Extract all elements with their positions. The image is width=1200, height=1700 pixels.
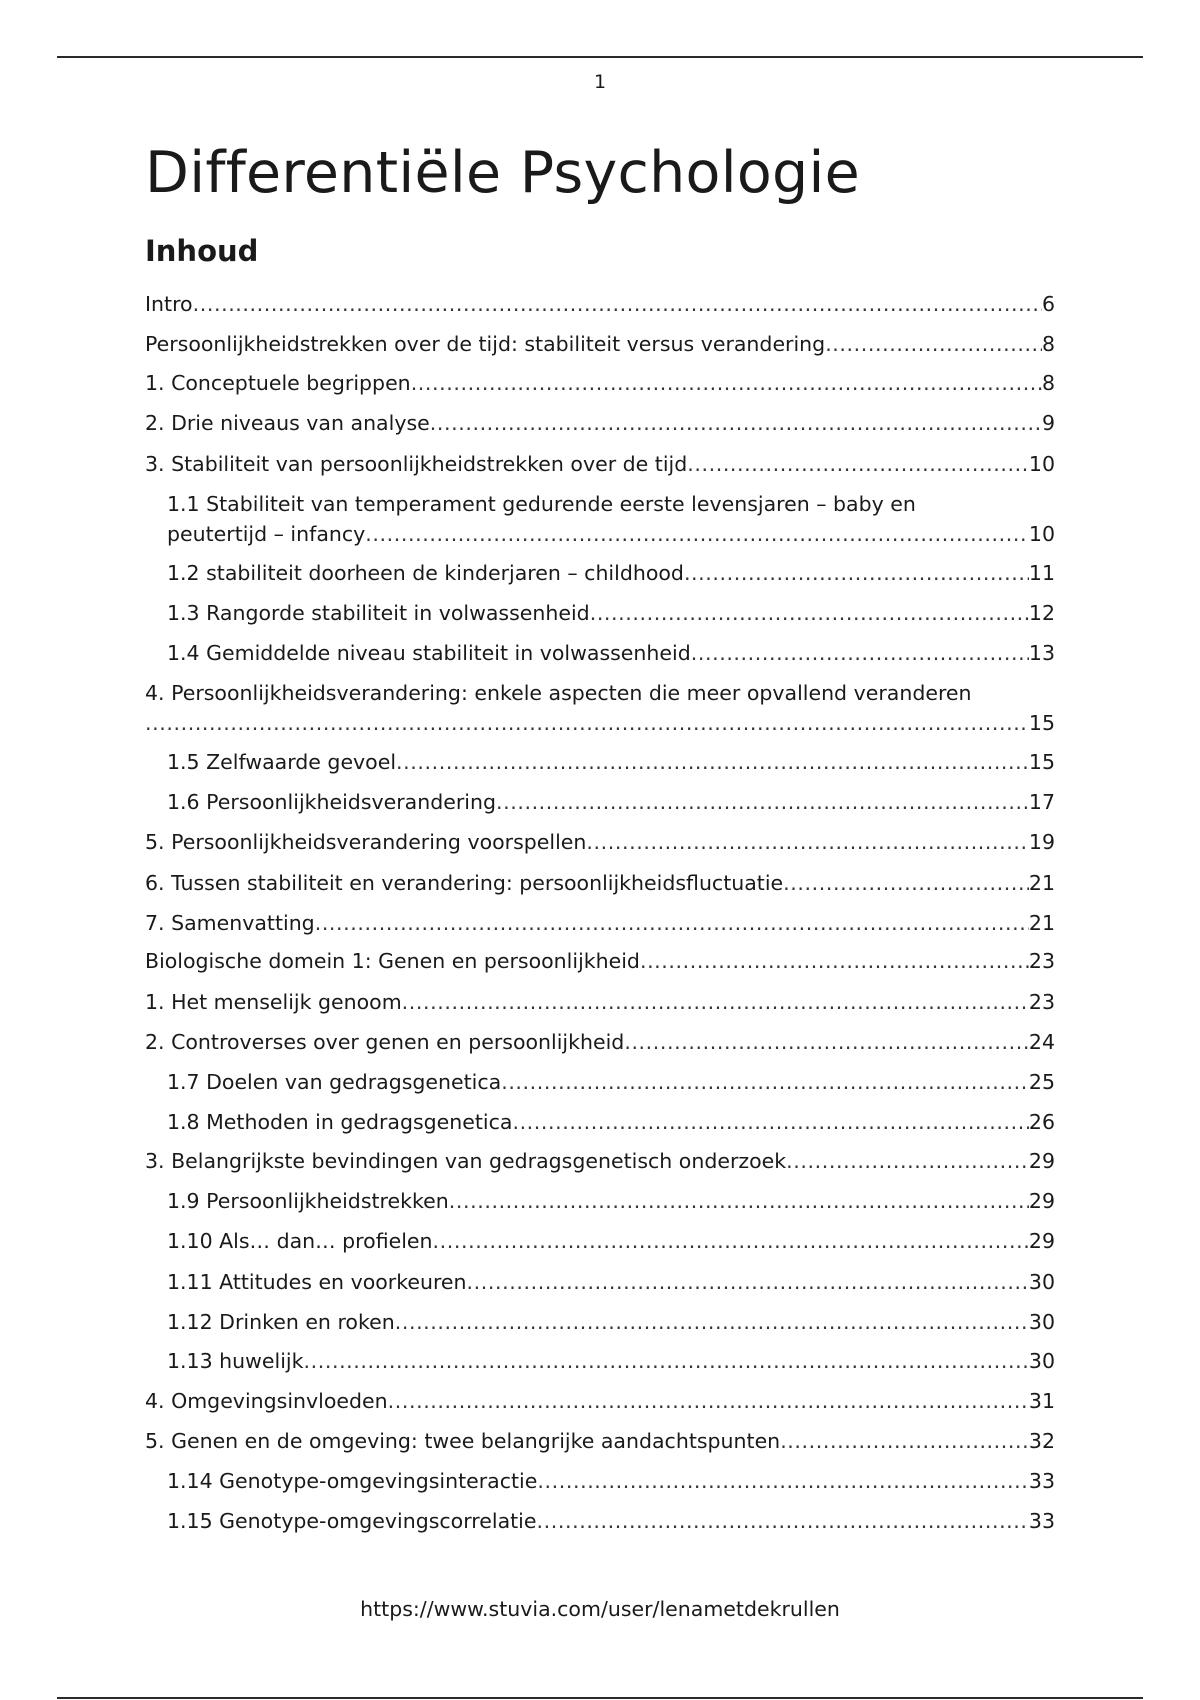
toc-entry-page: 32 xyxy=(1028,1429,1055,1453)
toc-entry-page: 15 xyxy=(1028,711,1055,735)
toc-entry-label: 1. Conceptuele begrippen xyxy=(145,371,411,395)
toc-entry[interactable] xyxy=(145,987,1055,1017)
toc-entry-page: 29 xyxy=(1028,1189,1055,1213)
toc-entry-page: 12 xyxy=(1028,601,1055,625)
toc-entry-page: 33 xyxy=(1028,1509,1055,1533)
toc-entry-label-line1[interactable]: 4. Persoonlijkheidsverandering: enkele aspecten die meer opvallend veranderen xyxy=(145,681,972,705)
toc-entry[interactable] xyxy=(145,449,1055,479)
toc-entry-page: 19 xyxy=(1028,830,1055,854)
toc-entry[interactable] xyxy=(167,1067,1055,1097)
footer-url[interactable]: https://www.stuvia.com/user/lenametdekrullen xyxy=(360,1597,840,1621)
toc-leader-dots xyxy=(780,1426,1029,1456)
toc-heading: Inhoud xyxy=(145,234,259,268)
toc-entry-page: 11 xyxy=(1028,561,1055,585)
toc-leader-dots xyxy=(433,1226,1029,1256)
toc-leader-dots xyxy=(411,368,1042,398)
toc-entry[interactable] xyxy=(145,1146,1055,1176)
toc-entry[interactable] xyxy=(167,1307,1055,1337)
toc-entry[interactable] xyxy=(167,787,1055,817)
toc-entry-label: 1.8 Methoden in gedragsgenetica xyxy=(167,1110,513,1134)
toc-entry-label: 1.6 Persoonlijkheidsverandering xyxy=(167,790,496,814)
toc-entry-label: 1.10 Als… dan… profielen xyxy=(167,1229,433,1253)
toc-entry-label: 1.7 Doelen van gedragsgenetica xyxy=(167,1070,502,1094)
toc-entry-page: 24 xyxy=(1028,1030,1055,1054)
toc-entry-page: 21 xyxy=(1028,911,1055,935)
toc-leader-dots xyxy=(537,1466,1029,1496)
toc-entry-label: 2. Drie niveaus van analyse xyxy=(145,411,430,435)
toc-entry-label-line1[interactable]: 1.1 Stabiliteit van temperament gedurende eerste levensjaren – baby en xyxy=(167,492,916,516)
toc-entry-label: 1.14 Genotype-omgevingsinteractie xyxy=(167,1469,538,1493)
toc-entry[interactable] xyxy=(167,558,1055,588)
toc-leader-dots xyxy=(396,747,1029,777)
toc-entry-intro[interactable] xyxy=(145,289,1055,319)
toc-entry[interactable] xyxy=(145,908,1055,938)
toc-leader-dots xyxy=(496,787,1029,817)
toc-leader-dots xyxy=(640,946,1029,976)
toc-entry-label: 1.15 Genotype-omgevingscorrelatie xyxy=(167,1509,537,1533)
toc-entry[interactable] xyxy=(145,1027,1055,1057)
toc-entry-page: 25 xyxy=(1028,1070,1055,1094)
toc-entry-page: 10 xyxy=(1028,522,1055,546)
toc-entry[interactable] xyxy=(145,408,1055,438)
toc-entry[interactable] xyxy=(167,1107,1055,1137)
toc-entry-label: 1.11 Attitudes en voorkeuren xyxy=(167,1270,467,1294)
toc-entry-page: 13 xyxy=(1028,641,1055,665)
toc-entry[interactable] xyxy=(167,1346,1055,1376)
toc-entry-label: 1.4 Gemiddelde niveau stabiliteit in volwassenheid xyxy=(167,641,691,665)
toc-entry-page: 31 xyxy=(1028,1389,1055,1413)
toc-leader-dots xyxy=(684,558,1029,588)
toc-entry-label: 3. Stabiliteit van persoonlijkheidstrekken over de tijd xyxy=(145,452,688,476)
toc-entry-page: 8 xyxy=(1041,332,1055,356)
toc-entry[interactable] xyxy=(167,1506,1055,1536)
toc-leader-dots xyxy=(388,1386,1029,1416)
toc-entry-label: 6. Tussen stabiliteit en verandering: persoonlijkheidsfluctuatie xyxy=(145,871,784,895)
toc-entry-label: 1.13 huwelijk xyxy=(167,1349,304,1373)
toc-entry[interactable] xyxy=(167,747,1055,777)
toc-entry[interactable] xyxy=(145,868,1055,898)
page-number: 1 xyxy=(593,71,607,93)
toc-entry-page: 8 xyxy=(1041,371,1055,395)
toc-entry-label: 1.5 Zelfwaarde gevoel xyxy=(167,750,397,774)
toc-entry-label: Intro xyxy=(145,292,193,316)
toc-entry-label: Persoonlijkheidstrekken over de tijd: stabiliteit versus verandering xyxy=(145,332,826,356)
toc-entry-label: 1. Het menselijk genoom xyxy=(145,990,402,1014)
toc-entry[interactable] xyxy=(167,1186,1055,1216)
toc-leader-dots xyxy=(402,987,1029,1017)
toc-entry-page: 21 xyxy=(1028,871,1055,895)
toc-entry-label: peutertijd – infancy xyxy=(167,522,366,546)
toc-leader-dots xyxy=(193,289,1042,319)
toc-entry-label: 7. Samenvatting xyxy=(145,911,315,935)
document-title: Differentiële Psychologie xyxy=(145,140,861,206)
toc-leader-dots xyxy=(586,827,1029,857)
toc-entry-page: 23 xyxy=(1028,990,1055,1014)
toc-entry[interactable] xyxy=(167,638,1055,668)
toc-entry[interactable] xyxy=(167,1226,1055,1256)
toc-entry-label: 1.2 stabiliteit doorheen de kinderjaren – childhood xyxy=(167,561,684,585)
toc-entry-page: 15 xyxy=(1028,750,1055,774)
toc-entry-page: 6 xyxy=(1041,292,1055,316)
bottom-rule xyxy=(57,1697,1143,1699)
toc-entry[interactable] xyxy=(167,519,1055,549)
toc-entry-chapter-stabiliteit[interactable] xyxy=(145,329,1055,359)
toc-entry-page: 9 xyxy=(1041,411,1055,435)
toc-entry-label: 1.12 Drinken en roken xyxy=(167,1310,395,1334)
toc-entry-label: 1.9 Persoonlijkheidstrekken xyxy=(167,1189,449,1213)
toc-entry[interactable] xyxy=(145,1386,1055,1416)
toc-entry[interactable] xyxy=(167,598,1055,628)
toc-entry-page: 29 xyxy=(1028,1149,1055,1173)
toc-leader-dots xyxy=(430,408,1042,438)
toc-entry-page: 10 xyxy=(1028,452,1055,476)
toc-entry-page: 30 xyxy=(1028,1349,1055,1373)
toc-leader-dots xyxy=(145,708,1029,738)
toc-leader-dots xyxy=(537,1506,1029,1536)
toc-entry-page: 26 xyxy=(1028,1110,1055,1134)
toc-entry[interactable] xyxy=(167,1267,1055,1297)
toc-leader-dots xyxy=(786,1146,1029,1176)
toc-entry[interactable] xyxy=(145,368,1055,398)
toc-leader-dots xyxy=(783,868,1029,898)
toc-entry-page: 30 xyxy=(1028,1310,1055,1334)
toc-entry-label: 4. Omgevingsinvloeden xyxy=(145,1389,388,1413)
toc-entry-label: 5. Persoonlijkheidsverandering voorspellen xyxy=(145,830,587,854)
toc-entry-label: 2. Controverses over genen en persoonlijkheid xyxy=(145,1030,625,1054)
toc-leader-dots xyxy=(395,1307,1029,1337)
toc-leader-dots xyxy=(825,329,1042,359)
toc-leader-dots xyxy=(512,1107,1028,1137)
toc-entry-page: 23 xyxy=(1028,949,1055,973)
toc-leader-dots xyxy=(590,598,1029,628)
toc-entry-page: 17 xyxy=(1028,790,1055,814)
toc-leader-dots xyxy=(449,1186,1029,1216)
toc-entry-label: Biologische domein 1: Genen en persoonlijkheid xyxy=(145,949,640,973)
toc-leader-dots xyxy=(624,1027,1029,1057)
toc-entry-page: 29 xyxy=(1028,1229,1055,1253)
toc-entry-label: 1.3 Rangorde stabiliteit in volwassenheid xyxy=(167,601,590,625)
toc-entry-page: 30 xyxy=(1028,1270,1055,1294)
toc-entry-chapter-genen[interactable] xyxy=(145,946,1055,976)
toc-entry[interactable] xyxy=(145,827,1055,857)
toc-entry-label: 3. Belangrijkste bevindingen van gedragsgenetisch onderzoek xyxy=(145,1149,787,1173)
toc-leader-dots xyxy=(315,908,1029,938)
toc-leader-dots xyxy=(687,449,1029,479)
toc-entry[interactable] xyxy=(167,1466,1055,1496)
toc-entry[interactable] xyxy=(145,708,1055,738)
toc-entry-page: 33 xyxy=(1028,1469,1055,1493)
toc-leader-dots xyxy=(365,519,1029,549)
toc-leader-dots xyxy=(303,1346,1028,1376)
toc-leader-dots xyxy=(467,1267,1029,1297)
toc-entry-label: 5. Genen en de omgeving: twee belangrijke aandachtspunten xyxy=(145,1429,781,1453)
toc-leader-dots xyxy=(501,1067,1029,1097)
toc-leader-dots xyxy=(691,638,1029,668)
toc-entry[interactable] xyxy=(145,1426,1055,1456)
